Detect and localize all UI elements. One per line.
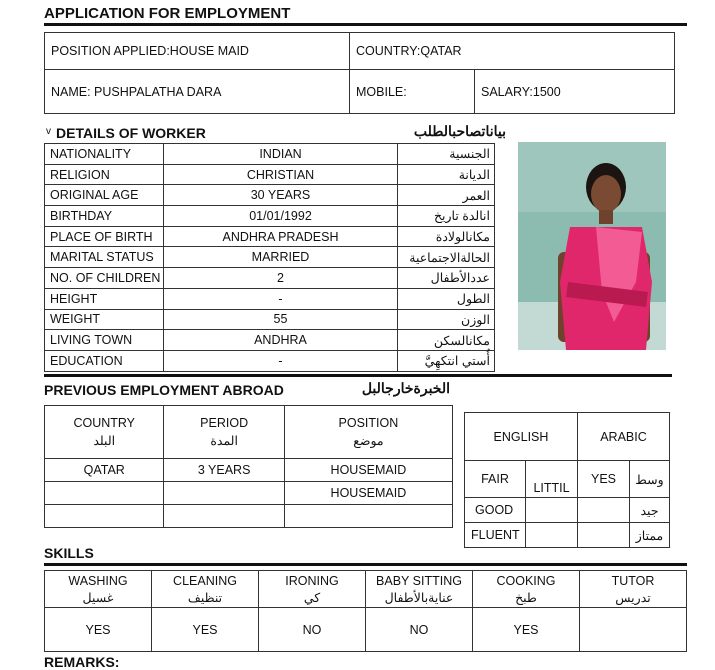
details-value: INDIAN: [164, 144, 398, 165]
details-value: 2: [164, 268, 398, 289]
details-title: DETAILS OF WORKER: [56, 125, 206, 141]
details-value: 55: [164, 309, 398, 330]
salary: SALARY:1500: [475, 70, 675, 114]
details-bullet: v: [46, 126, 51, 137]
title-rule: [44, 23, 687, 26]
prev-row: [45, 459, 453, 482]
top-info-table: [44, 32, 675, 114]
english-header: ENGLISH: [465, 413, 578, 461]
arabic-level: YES: [578, 461, 630, 498]
details-value: ANDHRA PRADESH: [164, 226, 398, 247]
prev-header-ar: المدة: [210, 434, 238, 448]
details-row: [45, 144, 495, 165]
prev-cell: [45, 505, 164, 528]
skill-header-cell: [473, 571, 580, 608]
skill-name: TUTOR: [611, 573, 655, 588]
skills-rule: [44, 563, 687, 566]
details-label-ar: الطول: [398, 288, 495, 309]
mobile: MOBILE:: [350, 70, 475, 114]
details-label-ar: أُستي انتكهِيَّ: [398, 350, 495, 371]
skill-header-cell: [580, 571, 687, 608]
details-label-ar: انالدة تاريخ: [398, 206, 495, 227]
language-table: [464, 412, 670, 548]
details-label-ar: مكانالولادة: [398, 226, 495, 247]
details-label-ar: عددالأطفال: [398, 268, 495, 289]
applicant-name: NAME: PUSHPALATHA DARA: [45, 70, 350, 114]
details-value: ANDHRA: [164, 330, 398, 351]
prev-header-cell: [45, 406, 164, 459]
details-value: -: [164, 350, 398, 371]
prev-cell: [164, 482, 284, 505]
country-applied: COUNTRY:QATAR: [350, 33, 675, 70]
skill-name: IRONING: [285, 573, 339, 588]
details-row: [45, 164, 495, 185]
prev-row: [45, 505, 453, 528]
prev-cell: HOUSEMAID: [284, 459, 452, 482]
details-label: ORIGINAL AGE: [45, 185, 164, 206]
details-label-ar: مكانالسكن: [398, 330, 495, 351]
skill-name: CLEANING: [173, 573, 237, 588]
good-label: GOOD: [465, 498, 526, 523]
skill-name: BABY SITTING: [376, 573, 462, 588]
details-label: NATIONALITY: [45, 144, 164, 165]
details-label: HEIGHT: [45, 288, 164, 309]
skill-name-ar: كي: [303, 590, 321, 605]
skill-name-ar: غسيل: [82, 590, 114, 605]
details-row: [45, 288, 495, 309]
details-label-ar: الوزن: [398, 309, 495, 330]
prev-cell: QATAR: [45, 459, 164, 482]
fluent-arabic-cell: [578, 523, 630, 548]
details-row: [45, 247, 495, 268]
details-row: [45, 206, 495, 227]
skill-header-cell: [152, 571, 259, 608]
position-applied: POSITION APPLIED:HOUSE MAID: [45, 33, 350, 70]
skill-name-ar: تنظيف: [187, 590, 223, 605]
skill-name-ar: عنايةبالأطفال: [384, 590, 454, 605]
prev-title: PREVIOUS EMPLOYMENT ABROAD: [44, 382, 284, 398]
details-label-ar: الديانة: [398, 164, 495, 185]
skill-value: YES: [473, 608, 580, 652]
fluent-english-cell: [526, 523, 578, 548]
skill-name: WASHING: [68, 573, 128, 588]
skills-table: [44, 570, 687, 652]
fair-label: FAIR: [465, 461, 526, 498]
prev-cell: [164, 505, 284, 528]
skill-value: NO: [366, 608, 473, 652]
details-row: [45, 185, 495, 206]
prev-cell: [45, 482, 164, 505]
details-label-ar: العمر: [398, 185, 495, 206]
fair-label-ar: وسط: [630, 461, 670, 498]
prev-header-en: POSITION: [338, 416, 399, 430]
skill-value: NO: [259, 608, 366, 652]
details-label: LIVING TOWN: [45, 330, 164, 351]
details-value: 01/01/1992: [164, 206, 398, 227]
details-row: [45, 350, 495, 371]
details-label: MARITAL STATUS: [45, 247, 164, 268]
fluent-label: FLUENT: [465, 523, 526, 548]
prev-row: [45, 482, 453, 505]
details-label: RELIGION: [45, 164, 164, 185]
skill-name: COOKING: [496, 573, 556, 588]
details-value: MARRIED: [164, 247, 398, 268]
english-level: LITTIL: [526, 461, 578, 498]
skill-value: YES: [152, 608, 259, 652]
prev-header-cell: [284, 406, 452, 459]
details-row: [45, 268, 495, 289]
prev-header-ar: البلد: [93, 434, 116, 448]
details-value: CHRISTIAN: [164, 164, 398, 185]
prev-table: [44, 405, 453, 528]
prev-header-en: COUNTRY: [73, 416, 136, 430]
prev-cell: [284, 505, 452, 528]
applicant-photo: [518, 142, 666, 350]
details-title-ar: بياناتصاحبالطلب: [413, 123, 506, 139]
good-arabic-cell: [578, 498, 630, 523]
details-value: -: [164, 288, 398, 309]
details-label-ar: الجنسية: [398, 144, 495, 165]
skills-title: SKILLS: [44, 545, 94, 561]
prev-cell: HOUSEMAID: [284, 482, 452, 505]
page-title: APPLICATION FOR EMPLOYMENT: [44, 5, 291, 22]
details-row: [45, 226, 495, 247]
details-label-ar: الحالةالاجتماعية: [398, 247, 495, 268]
skill-name-ar: طبخ: [515, 590, 537, 605]
prev-title-ar: الخبرةخارجالبل: [361, 380, 450, 396]
prev-rule: [44, 374, 672, 377]
skill-value: [580, 608, 687, 652]
prev-cell: 3 YEARS: [164, 459, 284, 482]
details-label: BIRTHDAY: [45, 206, 164, 227]
fluent-label-ar: ممتاز: [630, 523, 670, 548]
skill-name-ar: تدريس: [615, 590, 651, 605]
skill-header-cell: [45, 571, 152, 608]
prev-header-en: PERIOD: [200, 416, 249, 430]
details-label: EDUCATION: [45, 350, 164, 371]
details-label: NO. OF CHILDREN: [45, 268, 164, 289]
details-table: [44, 143, 495, 372]
skill-header-cell: [259, 571, 366, 608]
details-value: 30 YEARS: [164, 185, 398, 206]
details-label: PLACE OF BIRTH: [45, 226, 164, 247]
skill-header-cell: [366, 571, 473, 608]
prev-header-ar: موضع: [353, 434, 384, 448]
skill-value: YES: [45, 608, 152, 652]
good-label-ar: جيد: [630, 498, 670, 523]
remarks-label: REMARKS:: [44, 654, 120, 670]
prev-header-cell: [164, 406, 284, 459]
details-label: WEIGHT: [45, 309, 164, 330]
arabic-header: ARABIC: [578, 413, 670, 461]
details-row: [45, 309, 495, 330]
good-english-cell: [526, 498, 578, 523]
details-row: [45, 330, 495, 351]
